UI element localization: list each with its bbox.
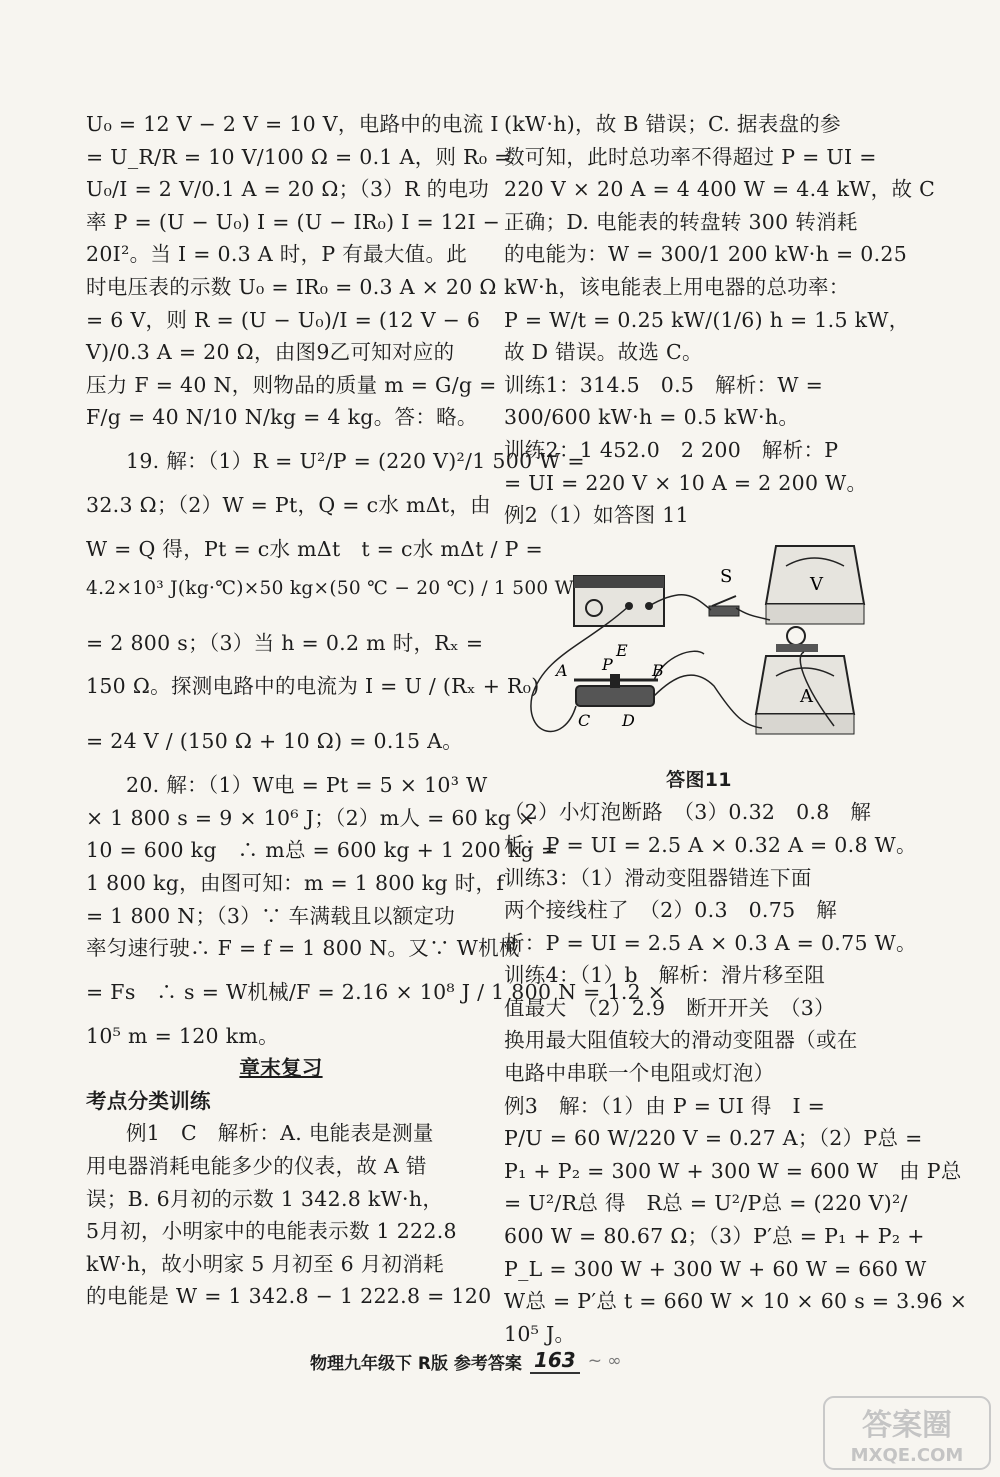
text-line: 换用最大阻值较大的滑动变阻器（或在 [504, 1028, 858, 1053]
text-line: = 1 800 N；（3）∵ 车满载且以额定功 [86, 903, 456, 928]
text-line: 10⁵ J。 [504, 1321, 576, 1346]
text-line: U₀ = 12 V − 2 V = 10 V，电路中的电流 I [86, 112, 499, 136]
text-line: = 6 V，则 R = (U − U₀)/I = (12 V − 6 [86, 307, 481, 332]
text-line: = 2 800 s；（3）当 h = 0.2 m 时，Rₓ = [86, 630, 484, 655]
watermark-text-2: MXQE.COM [850, 1445, 964, 1466]
text-line: 误；B. 6月初的示数 1 342.8 kW·h， [86, 1186, 444, 1211]
text-line: 训练2：1 452.0 2 200 解析：P [504, 437, 839, 462]
figure-label-p: P [602, 654, 614, 674]
text-line: 两个接线柱了 （2）0.3 0.75 解 [504, 898, 838, 923]
text-line: 的电能为：W = 300/1 200 kW·h = 0.25 [504, 242, 908, 267]
figure-label-s: S [720, 565, 733, 587]
rheostat-icon [576, 686, 654, 706]
page-number: 163 [530, 1348, 580, 1374]
text-line: 析：P = UI = 2.5 A × 0.32 A = 0.8 W。 [504, 832, 917, 857]
text-line: 正确；D. 电能表的转盘转 300 转消耗 [504, 209, 858, 234]
text-line: = UI = 220 V × 10 A = 2 200 W。 [504, 470, 868, 495]
text-line: 5月初，小明家中的电能表示数 1 222.8 [86, 1219, 457, 1244]
circuit-figure [504, 536, 884, 762]
text-line: U₀/I = 2 V/0.1 A = 20 Ω；（3）R 的电功 [86, 177, 490, 202]
text-line: 数可知，此时总功率不得超过 P = UI = [504, 144, 877, 169]
text-line: = 24 V / (150 Ω + 10 Ω) = 0.15 A。 [86, 729, 464, 754]
text-line: 训练1：314.5 0.5 解析：W = [504, 372, 824, 397]
figure-label-b: B [652, 660, 665, 680]
figure-caption: 答图11 [666, 768, 732, 791]
text-line: 时电压表的示数 U₀ = IR₀ = 0.3 A × 20 Ω [86, 274, 497, 299]
text-line: 压力 F = 40 N，则物品的质量 m = G/g = [86, 372, 497, 397]
text-line: 19. 解：（1）R = U²/P = (220 V)²/1 500 W = [126, 448, 585, 473]
text-line: 20I²。当 I = 0.3 A 时，P 有最大值。此 [86, 242, 468, 267]
text-line: W总 = P′总 t = 660 W × 10 × 60 s = 3.96 × [504, 1289, 968, 1314]
footer-label: 物理九年级下 R版 参考答案 [310, 1353, 522, 1374]
right-column-bottom [504, 796, 968, 1350]
text-line: 300/600 kW·h = 0.5 kW·h。 [504, 405, 800, 430]
text-line: 150 Ω。探测电路中的电流为 I = U / (Rₓ + R₀) [86, 674, 540, 699]
text-line: P_L = 300 W + 300 W + 60 W = 660 W [504, 1256, 927, 1281]
page-footer [310, 1348, 622, 1374]
text-line: 训练4：（1）b 解析：滑片移至阻 [504, 963, 826, 988]
text-line: 4.2×10³ J(kg·℃)×50 kg×(50 ℃ − 20 ℃) / 1 500 W [86, 577, 574, 599]
watermark-logo [822, 1395, 992, 1471]
figure-label-a: A [556, 660, 568, 680]
text-line: 32.3 Ω；（2）W = Pt，Q = c水 mΔt，由 [86, 492, 491, 517]
figure-label-ammeter: A [800, 685, 814, 707]
voltmeter-base [766, 604, 864, 624]
figure-label-e: E [616, 640, 628, 660]
text-line: 率匀速行驶∴ F = f = 1 800 N。又∵ W机械 [86, 936, 520, 961]
text-line: V)/0.3 A = 20 Ω，由图9乙可知对应的 [86, 340, 455, 365]
text-line: 训练3：（1）滑动变阻器错连下面 [504, 865, 812, 890]
text-line: （2）小灯泡断路 （3）0.32 0.8 解 [504, 800, 872, 825]
switch-blade [712, 596, 736, 606]
figure-label-d: D [622, 710, 636, 730]
power-supply-label-strip [574, 576, 664, 588]
text-line: W = Q 得，Pt = c水 mΔt t = c水 mΔt / P = [86, 536, 543, 561]
text-line: 考点分类训练 [86, 1088, 211, 1113]
text-line: P/U = 60 W/220 V = 0.27 A；（2）P总 = [504, 1126, 923, 1151]
text-line: P₁ + P₂ = 300 W + 300 W = 600 W 由 P总 [504, 1158, 962, 1183]
right-column [504, 108, 968, 1350]
text-line: 220 V × 20 A = 4 400 W = 4.4 kW，故 C [504, 177, 936, 202]
figure-label-v: V [810, 573, 824, 595]
text-line: 20. 解：（1）W电 = Pt = 5 × 10³ W [126, 773, 488, 798]
bulb-icon [787, 627, 805, 645]
watermark-text-1: 答案圈 [862, 1408, 952, 1443]
text-line: = U_R/R = 10 V/100 Ω = 0.1 A，则 R₀ = [86, 144, 512, 169]
text-line: kW·h，该电能表上用电器的总功率： [504, 274, 850, 299]
text-line: 10 = 600 kg ∴ m总 = 600 kg + 1 200 kg = [86, 838, 559, 863]
text-line: 的电能是 W = 1 342.8 − 1 222.8 = 120 [86, 1284, 492, 1309]
switch-icon [709, 606, 739, 616]
rheostat-slider [610, 674, 620, 688]
text-line: 例3 解：（1）由 P = UI 得 I = [504, 1093, 826, 1118]
text-line: 电路中串联一个电阻或灯泡） [504, 1061, 775, 1086]
text-line: (kW·h)，故 B 错误；C. 据表盘的参 [504, 112, 841, 136]
text-line: P = W/t = 0.25 kW/(1/6) h = 1.5 kW， [504, 307, 910, 332]
text-line: 章末复习 [239, 1056, 323, 1081]
text-line: 用电器消耗电能多少的仪表，故 A 错 [86, 1154, 427, 1179]
text-line: kW·h，故小明家 5 月初至 6 月初消耗 [86, 1251, 444, 1276]
figure-label-c: C [578, 710, 591, 730]
text-line: 析：P = UI = 2.5 A × 0.3 A = 0.75 W。 [504, 930, 917, 955]
text-line: = U²/R总 得 R总 = U²/P总 = (220 V)²/ [504, 1191, 908, 1216]
text-line: 1 800 kg，由图可知：m = 1 800 kg 时，f [86, 870, 505, 895]
flourish-icon: ~ ∞ [587, 1351, 622, 1371]
text-line: 例2（1）如答图 11 [504, 503, 689, 528]
ammeter-base [756, 714, 854, 734]
text-line: 600 W = 80.67 Ω；（3）P′总 = P₁ + P₂ + [504, 1224, 925, 1249]
text-line: 率 P = (U − U₀) I = (U − IR₀) I = 12I − [86, 209, 501, 234]
text-line: 值最大 （2）2.9 断开开关 （3） [504, 995, 835, 1020]
text-line: = Fs ∴ s = W机械/F = 2.16 × 10⁸ J / 1 800 N = 1.2 × [86, 979, 666, 1004]
circuit-diagram [504, 536, 884, 762]
right-column-top [504, 108, 936, 532]
text-line: 故 D 错误。故选 C。 [504, 340, 703, 365]
bulb-base [776, 644, 818, 652]
text-line: 例1 C 解析：A. 电能表是测量 [126, 1121, 434, 1146]
text-line: × 1 800 s = 9 × 10⁶ J；（2）m人 = 60 kg × [86, 805, 536, 830]
text-line: F/g = 40 N/10 N/kg = 4 kg。答：略。 [86, 405, 478, 430]
text-line: 10⁵ m = 120 km。 [86, 1023, 279, 1048]
